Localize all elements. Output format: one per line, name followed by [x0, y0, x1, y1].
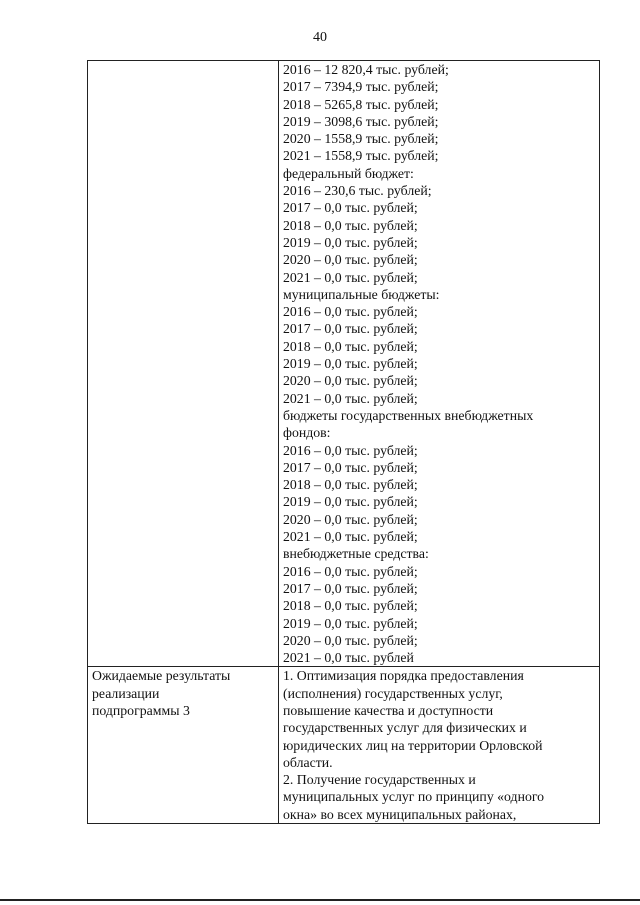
funding-line: 2017 – 0,0 тыс. рублей;	[283, 459, 418, 475]
expected-results-line: государственных услуг для физических и	[283, 720, 527, 736]
funding-line: 2021 – 1558,9 тыс. рублей;	[283, 148, 439, 164]
funding-line: 2016 – 0,0 тыс. рублей;	[283, 304, 418, 320]
expected-results-label-cell	[88, 667, 279, 824]
expected-results-label-line: подпрограммы 3	[92, 702, 190, 718]
funding-line: 2021 – 0,0 тыс. рублей;	[283, 269, 418, 285]
funding-section-heading: бюджеты государственных внебюджетных	[283, 407, 534, 423]
expected-results-line: юридических лиц на территории Орловской	[283, 737, 543, 753]
funding-line: 2020 – 0,0 тыс. рублей;	[283, 632, 418, 648]
table-row-funding	[88, 61, 600, 667]
funding-line: 2016 – 0,0 тыс. рублей;	[283, 442, 418, 458]
expected-results-text-cell	[279, 667, 600, 824]
table-row-expected-results	[88, 667, 600, 824]
funding-values-cell	[279, 61, 600, 667]
expected-results-label-line: реализации	[92, 685, 160, 701]
page-bottom-edge	[0, 899, 640, 901]
page-number: 40	[313, 30, 327, 45]
funding-line: 2018 – 0,0 тыс. рублей;	[283, 338, 418, 354]
funding-line: 2017 – 0,0 тыс. рублей;	[283, 200, 418, 216]
funding-line: 2019 – 0,0 тыс. рублей;	[283, 494, 418, 510]
funding-line: 2021 – 0,0 тыс. рублей	[283, 650, 414, 666]
funding-line: 2017 – 7394,9 тыс. рублей;	[283, 79, 439, 95]
funding-line: 2016 – 0,0 тыс. рублей;	[283, 563, 418, 579]
funding-line: 2017 – 0,0 тыс. рублей;	[283, 321, 418, 337]
funding-line: 2020 – 0,0 тыс. рублей;	[283, 511, 418, 527]
funding-section-heading: федеральный бюджет:	[283, 165, 414, 181]
expected-results-line: (исполнения) государственных услуг,	[283, 685, 503, 701]
funding-line: 2016 – 12 820,4 тыс. рублей;	[283, 62, 449, 77]
funding-line: 2021 – 0,0 тыс. рублей;	[283, 390, 418, 406]
funding-line: 2019 – 3098,6 тыс. рублей;	[283, 113, 439, 129]
funding-line: 2020 – 1558,9 тыс. рублей;	[283, 131, 439, 147]
funding-line: 2020 – 0,0 тыс. рублей;	[283, 252, 418, 268]
funding-line: 2018 – 0,0 тыс. рублей;	[283, 477, 418, 493]
expected-results-line: 2. Получение государственных и	[283, 772, 476, 788]
expected-results-line: 1. Оптимизация порядка предоставления	[283, 668, 524, 684]
expected-results-line: окна» во всех муниципальных районах,	[283, 806, 517, 822]
expected-results-line: муниципальных услуг по принципу «одного	[283, 789, 545, 805]
passport-table	[87, 60, 600, 824]
funding-line: 2019 – 0,0 тыс. рублей;	[283, 356, 418, 372]
funding-line: 2019 – 0,0 тыс. рублей;	[283, 234, 418, 250]
funding-line: 2019 – 0,0 тыс. рублей;	[283, 615, 418, 631]
expected-results-line: повышение качества и доступности	[283, 702, 494, 718]
funding-line: 2018 – 0,0 тыс. рублей;	[283, 217, 418, 233]
funding-line: 2017 – 0,0 тыс. рублей;	[283, 580, 418, 596]
funding-line: 2018 – 5265,8 тыс. рублей;	[283, 96, 439, 112]
funding-line: 2016 – 230,6 тыс. рублей;	[283, 183, 432, 199]
funding-section-heading: муниципальные бюджеты:	[283, 286, 440, 302]
funding-line: 2018 – 0,0 тыс. рублей;	[283, 598, 418, 614]
funding-line: 2021 – 0,0 тыс. рублей;	[283, 529, 418, 545]
expected-results-label-line: Ожидаемые результаты	[92, 668, 231, 684]
funding-label-cell	[88, 61, 279, 667]
expected-results-line: области.	[283, 754, 333, 770]
funding-section-heading: внебюджетные средства:	[283, 546, 429, 562]
funding-section-heading: фондов:	[283, 425, 331, 441]
funding-line: 2020 – 0,0 тыс. рублей;	[283, 373, 418, 389]
